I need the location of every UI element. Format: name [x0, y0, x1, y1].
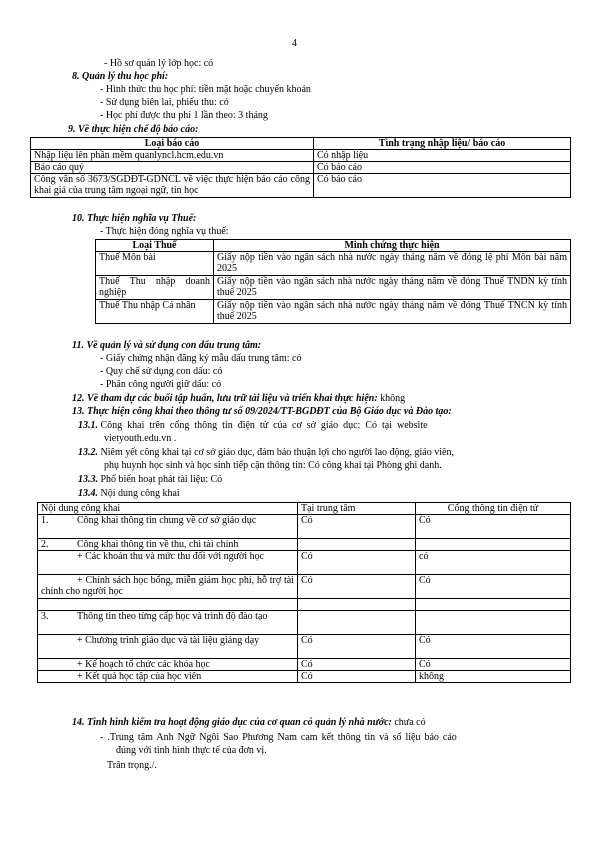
section-12-title: 12. Về tham dự các buổi tập huấn, lưu trữ tài liệu và triển khai thực hiện:	[72, 393, 378, 404]
table-cell	[416, 599, 571, 611]
table-row	[38, 551, 571, 575]
section-14	[72, 717, 426, 729]
table-cell: Có	[416, 515, 571, 539]
s11-item: - Quy chế sử dụng con dấu: có	[100, 366, 223, 377]
table-cell: Báo cáo quý	[31, 162, 314, 174]
table-cell: Thuế Môn bài	[96, 252, 214, 276]
table-row	[38, 611, 571, 635]
table-cell: Có	[298, 659, 416, 671]
table-cell: Có	[416, 635, 571, 659]
row-text: Công khai thông tin chung về cơ sở giáo dục	[77, 515, 257, 526]
tax-header: Loại Thuế	[96, 240, 214, 252]
table-cell	[38, 515, 298, 539]
table-row	[31, 174, 571, 198]
table-cell: Giấy nộp tiền vào ngân sách nhà nước ngày tháng năm về đóng Thuế TNCN kỳ tính thuế 2025	[214, 300, 571, 324]
table-cell: Có	[416, 659, 571, 671]
disclosure-header: Nội dung công khai	[38, 503, 298, 515]
row-text: + Các khoản thu và mức thu đối với người học	[77, 551, 265, 562]
row-text: Công khai thông tin về thu, chi tài chính	[77, 539, 239, 550]
report-header: Tình trạng nhập liệu/ báo cáo	[314, 138, 571, 150]
table-cell	[416, 611, 571, 635]
table-cell	[38, 671, 298, 683]
table-row	[96, 300, 571, 324]
s8-item: - Sử dụng biên lai, phiếu thu: có	[100, 97, 229, 108]
table-cell: Nhập liệu lên phần mềm quanlyncl.hcm.edu.vn	[31, 150, 314, 162]
section-14-title: 14. Tình hình kiểm tra hoạt động giáo dục của cơ quan có quản lý nhà nước:	[72, 717, 392, 728]
table-cell	[38, 635, 298, 659]
table-cell	[38, 659, 298, 671]
table-cell: có	[416, 551, 571, 575]
row-text: + Kế hoạch tổ chức các khóa học	[77, 659, 210, 670]
table-cell	[416, 539, 571, 551]
row-num: 1.	[41, 515, 49, 526]
tax-table	[95, 239, 571, 324]
hoso-line: - Hồ sơ quản lý lớp học: có	[104, 58, 214, 69]
table-cell: Thuế Thu nhập doanh nghiệp	[96, 276, 214, 300]
section-10-title: 10. Thực hiện nghĩa vụ Thuế:	[72, 213, 197, 224]
table-cell: Có	[416, 575, 571, 599]
table-cell: Công văn số 3673/SGDĐT-GDNCL về việc thực hiện báo cáo công khai giá của trung tâm ngoại ngữ, tin học	[31, 174, 314, 198]
disclosure-header: Cổng thông tin điện tử	[416, 503, 571, 515]
table-cell: Có báo cáo	[314, 174, 571, 198]
row-num: 3.	[41, 611, 49, 622]
table-cell	[298, 599, 416, 611]
table-cell: Có	[298, 551, 416, 575]
table-row	[38, 515, 571, 539]
table-row	[38, 575, 571, 599]
table-row	[38, 635, 571, 659]
report-header: Loại báo cáo	[31, 138, 314, 150]
table-cell	[38, 611, 298, 635]
table-cell: Có nhập liệu	[314, 150, 571, 162]
section-12	[72, 393, 405, 405]
s13-3-num: 13.3.	[78, 474, 98, 485]
table-row	[38, 599, 571, 611]
s14-line1: - .Trung tâm Anh Ngữ Ngôi Sao Phương Nam cam kết thông tin và số liệu báo cáo	[100, 732, 457, 743]
s13-2-text: Niêm yết công khai tại cơ sở giáo dục, đảm bảo thuận lợi cho người lao động, giáo viên,	[100, 447, 454, 458]
table-cell	[38, 539, 298, 551]
table-cell	[38, 575, 298, 599]
s13-1	[78, 420, 428, 432]
tax-header: Minh chứng thực hiện	[214, 240, 571, 252]
table-row	[31, 162, 571, 174]
table-cell	[38, 551, 298, 575]
s13-4-num: 13.4.	[78, 488, 98, 499]
table-cell	[298, 539, 416, 551]
table-row	[38, 539, 571, 551]
table-cell: Giấy nộp tiền vào ngân sách nhà nước ngày tháng năm về đóng lệ phí Môn bài năm 2025	[214, 252, 571, 276]
table-cell: Có	[298, 575, 416, 599]
s13-1-line2: vietyouth.edu.vn .	[104, 433, 177, 444]
s13-3-text: Phổ biến hoạt phát tài liệu: Có	[100, 474, 223, 485]
closing: Trân trọng./.	[107, 760, 157, 771]
row-text: + Chính sách học bổng, miễn giảm học phí, hỗ trợ tài chính cho người học	[41, 575, 294, 597]
s8-item: - Hình thức thu học phí: tiền mặt hoặc chuyển khoản	[100, 84, 311, 95]
section-12-value: không	[377, 393, 406, 404]
s14-line2: đúng với tình hình thực tế của đơn vị.	[116, 745, 267, 756]
table-row	[38, 671, 571, 683]
table-cell	[38, 599, 298, 611]
table-cell: Có báo cáo	[314, 162, 571, 174]
s13-4	[78, 488, 180, 500]
section-14-value: chưa có	[391, 717, 426, 728]
section-9-title: 9. Về thực hiện chế độ báo cáo:	[68, 124, 199, 135]
table-cell: Thuế Thu nhập Cá nhân	[96, 300, 214, 324]
table-cell: Có	[298, 671, 416, 683]
row-text: + Chương trình giáo dục và tài liệu giảng dạy	[77, 635, 260, 646]
table-row	[38, 659, 571, 671]
report-table	[30, 137, 571, 198]
table-cell: Có	[298, 635, 416, 659]
s13-2-line2: phụ huynh học sinh và học sinh tiếp cận thông tin: Có công khai tại Phòng ghi danh.	[104, 460, 442, 471]
s13-2	[78, 447, 454, 459]
row-text: + Kết quả học tập của học viên	[77, 671, 202, 682]
disclosure-header: Tại trung tâm	[298, 503, 416, 515]
s8-item: - Học phí được thu phí 1 lần theo: 3 tháng	[100, 110, 268, 121]
table-cell: Giấy nộp tiền vào ngân sách nhà nước ngày tháng năm về đóng Thuế TNDN kỳ tính thuế 2025	[214, 276, 571, 300]
page-number: 4	[292, 38, 297, 49]
table-cell: không	[416, 671, 571, 683]
table-cell: Có	[298, 515, 416, 539]
s13-1-text: Công khai trên cổng thông tin điện tử của cơ sở giáo dục: Có tại website	[100, 420, 428, 431]
table-row	[31, 150, 571, 162]
section-13-title: 13. Thực hiện công khai theo thông tư số 09/2024/TT-BGDĐT của Bộ Giáo dục và Đào tạo:	[72, 406, 452, 417]
table-row	[96, 252, 571, 276]
s13-1-num: 13.1.	[78, 420, 98, 431]
row-text: Thông tin theo từng cấp học và trình độ đào tạo	[77, 611, 268, 622]
section-11-title: 11. Về quản lý và sử dụng con dấu trung tâm:	[72, 340, 262, 351]
disclosure-table	[37, 502, 571, 683]
s11-item: - Giấy chứng nhận đăng ký mẫu dấu trung tâm: có	[100, 353, 302, 364]
s10-sub: - Thực hiện đóng nghĩa vụ thuế:	[100, 226, 229, 237]
s13-3	[78, 474, 222, 486]
row-num: 2.	[41, 539, 49, 550]
section-8-title: 8. Quản lý thu học phí:	[72, 71, 169, 82]
s13-4-text: Nội dung công khai	[100, 488, 180, 499]
table-cell	[298, 611, 416, 635]
s11-item: - Phân công người giữ dấu: có	[100, 379, 222, 390]
table-row	[96, 276, 571, 300]
s13-2-num: 13.2.	[78, 447, 98, 458]
